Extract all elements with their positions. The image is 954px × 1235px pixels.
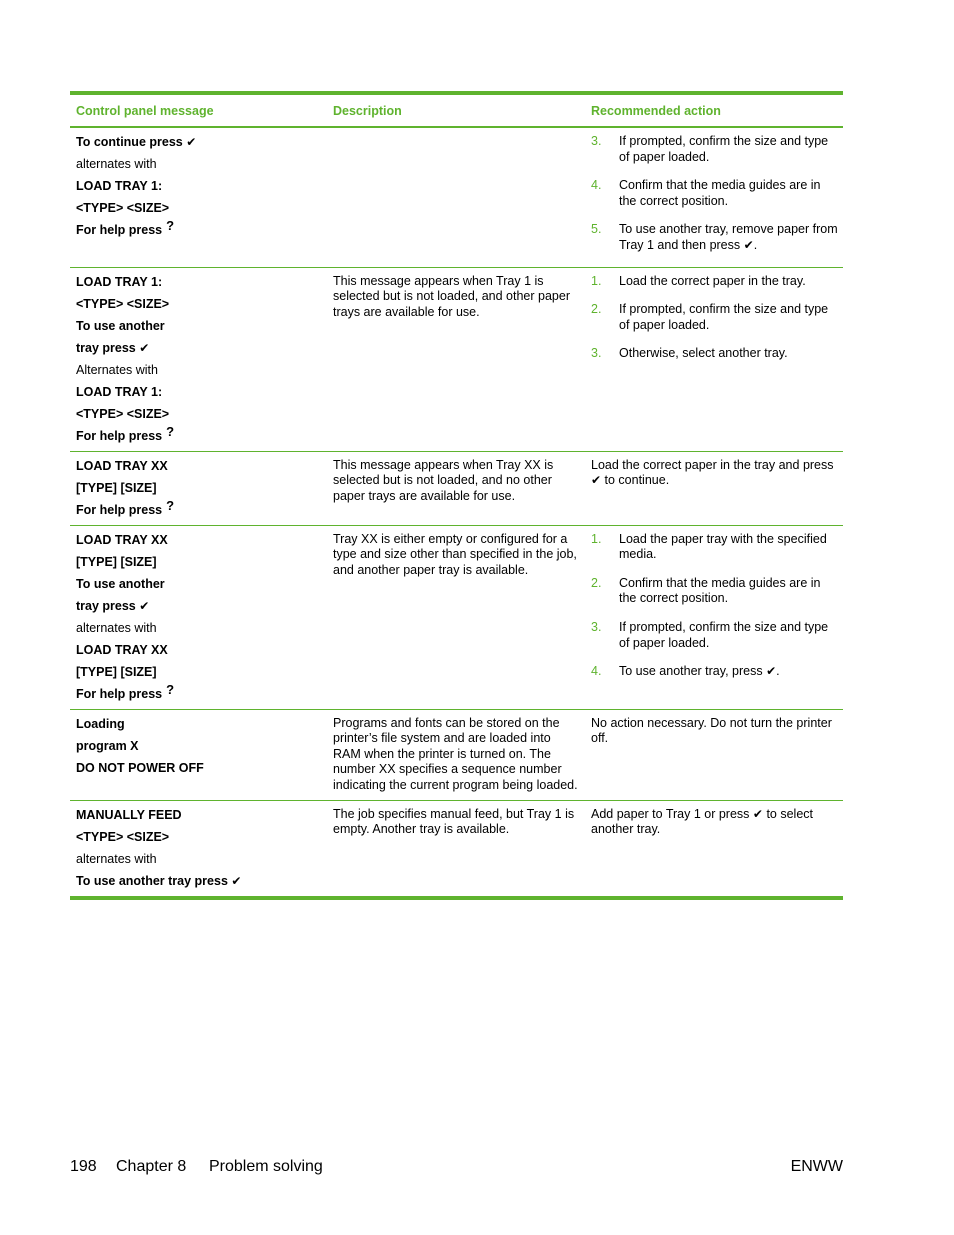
message-line <box>76 852 328 866</box>
step-number: 1. <box>591 531 602 546</box>
checkmark-icon: ✔ <box>186 135 197 149</box>
message-text: tray press <box>76 598 136 613</box>
message-line <box>76 555 328 569</box>
message-line <box>76 459 328 473</box>
message-line <box>76 363 328 377</box>
table-body <box>70 128 843 896</box>
table-bottom-rule <box>70 896 843 900</box>
message-line <box>76 218 328 237</box>
message-text: tray press <box>76 340 136 355</box>
checkmark-icon: ✔ <box>743 237 754 252</box>
description-cell <box>328 801 586 896</box>
message-text: LOAD TRAY XX <box>76 532 168 547</box>
footer-right-label: ENWW <box>790 1158 843 1175</box>
message-text: For help press <box>76 223 163 237</box>
message-text: alternates with <box>76 620 157 635</box>
question-mark-icon: ? <box>166 423 175 439</box>
step-text: To use another tray, press <box>619 664 763 679</box>
action-cell <box>586 128 843 267</box>
step-text-wrap <box>619 178 839 209</box>
message-line <box>76 717 328 731</box>
action-text-tail: to select another tray. <box>591 806 813 837</box>
description-cell <box>328 526 586 709</box>
step-text-wrap <box>619 302 839 333</box>
action-text-main: Load the correct paper in the tray and press <box>591 457 834 472</box>
message-line <box>76 808 328 822</box>
step-text: Load the correct paper in the tray. <box>619 273 806 288</box>
message-text: LOAD TRAY XX <box>76 642 168 657</box>
step-number: 5. <box>591 222 602 237</box>
message-line <box>76 423 328 443</box>
message-cell <box>70 452 328 525</box>
message-text: LOAD TRAY 1: <box>76 274 163 289</box>
message-line <box>76 739 328 753</box>
action-cell <box>586 710 843 800</box>
action-step <box>591 576 839 607</box>
step-text: If prompted, confirm the size and type of paper loaded. <box>619 302 829 332</box>
message-text: [TYPE] [SIZE] <box>76 480 157 495</box>
question-mark-icon: ? <box>166 218 175 233</box>
action-step <box>591 664 839 680</box>
message-text: To use another <box>76 576 165 591</box>
step-text-wrap <box>619 664 839 680</box>
action-step <box>591 274 839 290</box>
action-step <box>591 346 839 362</box>
action-cell <box>586 526 843 709</box>
checkmark-icon: ✔ <box>139 340 150 355</box>
step-text: Otherwise, select another tray. <box>619 346 788 361</box>
message-text: LOAD TRAY 1: <box>76 384 163 399</box>
step-number: 2. <box>591 302 602 317</box>
message-text: <TYPE> <SIZE> <box>76 201 170 215</box>
step-number: 3. <box>591 346 602 361</box>
description-text: Programs and fonts can be stored on the printer’s file system and are loaded into RAM when the printer is turned on. The number XX specifies a sequence number indicating the current program being loaded. <box>333 715 578 792</box>
step-number: 4. <box>591 178 602 193</box>
message-line <box>76 407 328 421</box>
message-text: To use another tray press <box>76 873 228 888</box>
step-number: 3. <box>591 619 602 634</box>
message-text: For help press <box>76 502 163 517</box>
message-text: [TYPE] [SIZE] <box>76 664 157 679</box>
message-line <box>76 621 328 635</box>
step-text-wrap <box>619 134 839 165</box>
step-text: To use another tray, remove paper from Tray 1 and then press <box>619 222 838 252</box>
action-step <box>591 532 839 563</box>
message-line <box>76 157 328 171</box>
checkmark-icon: ✔ <box>752 806 763 821</box>
section-label: Problem solving <box>209 1158 323 1175</box>
message-text: <TYPE> <SIZE> <box>76 296 170 311</box>
question-mark-icon: ? <box>166 681 175 697</box>
description-cell <box>328 268 586 451</box>
message-line <box>76 385 328 399</box>
step-text: Load the paper tray with the specified media. <box>619 531 827 562</box>
message-line <box>76 297 328 311</box>
message-text: LOAD TRAY XX <box>76 458 168 473</box>
message-text: program X <box>76 738 139 753</box>
step-text-wrap <box>619 532 839 563</box>
action-text <box>591 807 839 838</box>
table-row <box>70 801 843 896</box>
message-text: To continue press <box>76 135 183 149</box>
message-cell <box>70 710 328 800</box>
message-cell <box>70 801 328 896</box>
message-line <box>76 599 328 613</box>
step-text: If prompted, confirm the size and type of paper loaded. <box>619 619 829 650</box>
step-text-wrap <box>619 620 839 651</box>
header-recommended-action: Recommended action <box>591 103 721 118</box>
message-line <box>76 665 328 679</box>
step-text-wrap <box>619 222 839 253</box>
message-line <box>76 135 328 149</box>
action-text-main: No action necessary. Do not turn the printer off. <box>591 715 832 746</box>
message-line <box>76 319 328 333</box>
description-text: The job specifies manual feed, but Tray 1 is empty. Another tray is available. <box>333 806 575 837</box>
table-header-row <box>70 95 843 128</box>
page-footer <box>70 1158 843 1176</box>
action-step <box>591 134 839 165</box>
step-number: 4. <box>591 664 602 679</box>
step-text: Confirm that the media guides are in the correct position. <box>619 178 821 208</box>
step-text: If prompted, confirm the size and type of paper loaded. <box>619 134 829 164</box>
message-line <box>76 201 328 215</box>
message-line <box>76 761 328 775</box>
action-text-tail: to continue. <box>601 473 670 488</box>
message-line <box>76 497 328 517</box>
action-step <box>591 302 839 333</box>
message-text: MANUALLY FEED <box>76 807 182 822</box>
troubleshooting-table <box>70 91 843 900</box>
action-step <box>591 178 839 209</box>
step-text-wrap <box>619 274 839 290</box>
message-text: For help press <box>76 686 163 701</box>
action-step <box>591 222 839 253</box>
action-cell <box>586 452 843 525</box>
step-number: 1. <box>591 273 602 288</box>
description-text: Tray XX is either empty or configured for a type and size other than specified in the job, and another paper tray is available. <box>333 531 577 577</box>
description-text: This message appears when Tray XX is selected but is not loaded, and no other paper trays are available for use. <box>333 457 554 503</box>
action-text-main: Add paper to Tray 1 or press <box>591 806 750 821</box>
message-line <box>76 681 328 701</box>
checkmark-icon: ✔ <box>231 873 242 888</box>
message-cell <box>70 268 328 451</box>
message-text: alternates with <box>76 157 157 171</box>
table-row <box>70 710 843 801</box>
header-control-panel-message: Control panel message <box>76 103 214 118</box>
action-text <box>591 716 839 747</box>
message-text: LOAD TRAY 1: <box>76 179 163 193</box>
step-text: Confirm that the media guides are in the correct position. <box>619 575 821 606</box>
chapter-label: Chapter 8 <box>116 1158 187 1175</box>
message-text: alternates with <box>76 851 157 866</box>
checkmark-icon: ✔ <box>766 664 777 679</box>
message-line <box>76 341 328 355</box>
message-cell <box>70 128 328 267</box>
message-line <box>76 179 328 193</box>
header-description: Description <box>333 103 402 118</box>
question-mark-icon: ? <box>166 497 175 513</box>
description-cell <box>328 452 586 525</box>
message-text: DO NOT POWER OFF <box>76 760 204 775</box>
message-text: [TYPE] [SIZE] <box>76 554 157 569</box>
description-cell <box>328 710 586 800</box>
step-text-tail: . <box>753 237 758 252</box>
message-text: Alternates with <box>76 362 158 377</box>
action-cell <box>586 268 843 451</box>
table-row <box>70 268 843 452</box>
checkmark-icon: ✔ <box>139 598 150 613</box>
table-row <box>70 526 843 710</box>
action-cell <box>586 801 843 896</box>
page-number: 198 <box>70 1158 97 1175</box>
action-step <box>591 620 839 651</box>
message-line <box>76 874 328 888</box>
checkmark-icon: ✔ <box>591 473 602 488</box>
action-text <box>591 458 839 489</box>
message-text: Loading <box>76 716 125 731</box>
step-number: 3. <box>591 134 602 148</box>
message-line <box>76 275 328 289</box>
message-line <box>76 830 328 844</box>
message-line <box>76 643 328 657</box>
table-row <box>70 452 843 526</box>
step-number: 2. <box>591 575 602 590</box>
message-line <box>76 577 328 591</box>
message-cell <box>70 526 328 709</box>
step-text-wrap <box>619 576 839 607</box>
message-text: For help press <box>76 428 163 443</box>
description-cell <box>328 128 586 267</box>
table-row <box>70 128 843 268</box>
step-text-tail: . <box>776 664 780 679</box>
message-text: <TYPE> <SIZE> <box>76 829 170 844</box>
description-text: This message appears when Tray 1 is selected but is not loaded, and other paper trays are available for use. <box>333 273 570 319</box>
message-line <box>76 481 328 495</box>
step-text-wrap <box>619 346 839 362</box>
message-line <box>76 533 328 547</box>
message-text: <TYPE> <SIZE> <box>76 406 170 421</box>
message-text: To use another <box>76 318 165 333</box>
